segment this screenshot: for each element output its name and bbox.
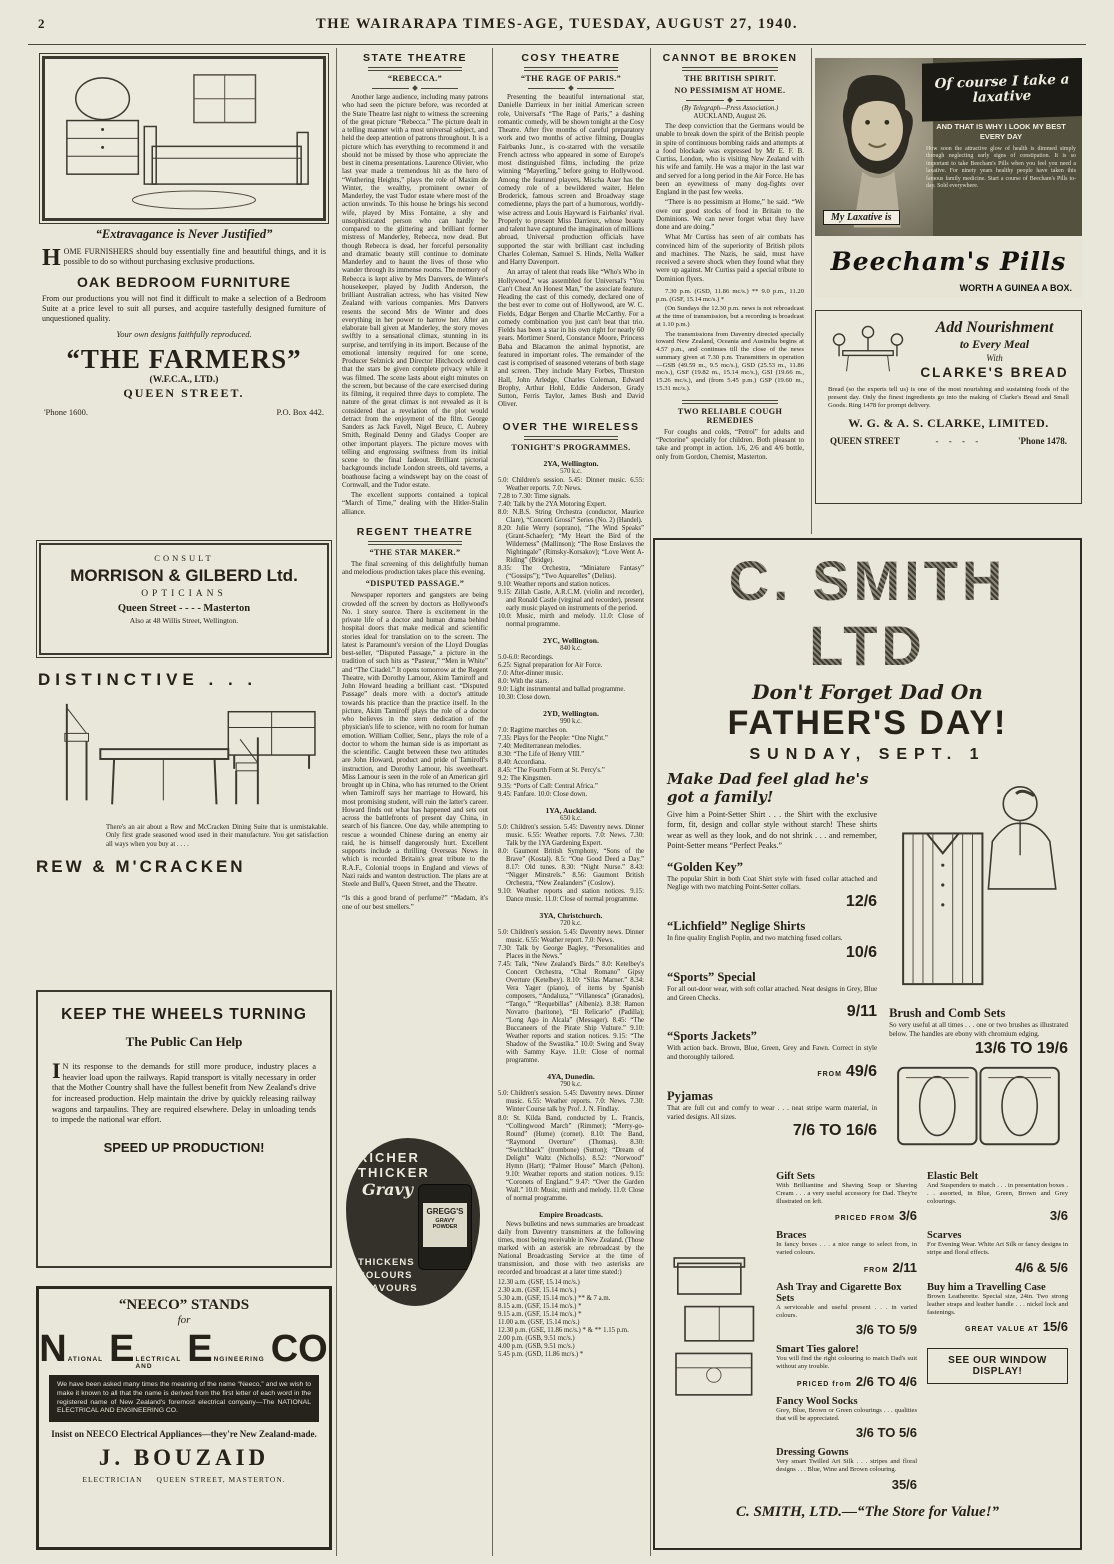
radio-station-2yc: [498, 636, 644, 702]
cosy-theatre-body: [498, 93, 644, 409]
rew-body: There's an air about a Rew and McCracken Dining Suite that is unmistakable. Only first grade seasoned wood used in their manufacture. You get satisfaction all ways when you buy at . . . .: [106, 824, 328, 848]
wheels-title: KEEP THE WHEELS TURNING: [61, 1006, 307, 1023]
greggs-word-gravy: Gravy: [362, 1180, 414, 1199]
gift-item: [667, 919, 877, 962]
item-heading: Fancy Wool Socks: [776, 1395, 858, 1407]
farmers-caption: “Extravagance is Never Justified”: [95, 226, 273, 241]
smith-lead-heading: Make Dad feel glad he's got a family!: [667, 770, 869, 806]
paragraph: Another large audience, including many patrons who had seen the picture before, was recorded at the State Theatre last night to witness the screening of the great picture “Rebecca.” The picture dealt in a telling manner with a most universal subject, and held the deep attention of patrons throughout. It is a picture which has everything to recommend it and should not be missed by those who appreciate the best in cinema presentations. Laurence Olivier, who last year made a tremendous hit as the hero of “Wuthering Heights,” plays the role of Maxim de Winter, the wealthy, prominent owner of Manderley, the vast Tudor estate where most of the action unwinds. To this house he brings his second wife, played by Miss Fontaine, a shy and unsophisticated person who can hardly be compared to the glittering and brilliant former mistress of Manderley, Rebecca, now dead. But though Rebecca is dead, her forceful personality and dramatic beauty still continue to dominate Manderley and to haunt the lives of those who wander through its immense rooms. The memory of Rebecca is kept alive by Mrs Danvers, de Winter's housekeeper, played by Judith Anderson, the brilliant Australian actress, who has visited New Zealand with various companies. Mrs Danvers resents the second Mrs de Winter and does everything in her power to harrow her. After an elaborate ball given at Manderley, the story moves swiftly to a sensational climax, stunning in its surprise, and terrifying in its import. Because of the emotional intensity required for one scene, Producer Selznick and Director Hitchcock ordered that the stars be given complete privacy while it was filmed. The scene lasts about eight minutes on the screen, but because of the care exercised during its filming, it required three days to complete. The nature of the great climax is not revealed as it is considered that a revelation of the plot would detract from the enjoyment of the film. George Sanders as Jack Favell, Nigel Bruce, C. Aubrey Smith, Reginald Denny and Gladys Cooper are other important players. The picture moves with telling and engrossing swiftness from its initial scene to the final fadeout. Brilliant pictorial backgrounds include London streets, old taverns, a boathouse facing a windswept bay on the coast of Cornwall, and the Tudor estate.: [342, 93, 488, 489]
greggs-word-thicker: THICKER: [358, 1165, 430, 1180]
wheels-footer: SPEED UP PRODUCTION!: [103, 1139, 265, 1155]
item-body: You will find the right colouring to match Dad's suit without any trouble.: [776, 1355, 918, 1371]
neeco-for: for: [177, 1314, 191, 1326]
programme-line: 9.0: Light instrumental and ballad programme.: [498, 685, 626, 693]
regent-para1-wrap: [342, 560, 488, 577]
gift-item: [776, 1396, 917, 1442]
clarkes-head1: Add Nourishment: [935, 319, 1054, 336]
morrison-name: MORRISON & GILBERD Ltd.: [70, 566, 298, 585]
programme-line: 10.30: Close down.: [498, 693, 551, 701]
price-prefix: PRICED from: [796, 1380, 852, 1388]
morrison-also: Also at 48 Willis Street, Wellington.: [129, 616, 239, 625]
programme-line: 9.15: Zillah Castle, A.R.C.M. (violin and recorder), and Ronald Castle (virginal and recorder), present early music played on instruments of the period.: [498, 588, 644, 612]
item-heading: Elastic Belt: [927, 1170, 979, 1182]
distinctive-heading: DISTINCTIVE . . .: [38, 670, 258, 689]
farmers-pobox: P.O. Box 442.: [276, 406, 324, 417]
clarkes-street: QUEEN STREET: [830, 435, 900, 446]
programme-line: 8.45: “The Fourth Form at St. Percy's.”: [498, 766, 605, 774]
divider: [368, 67, 462, 71]
farmers-heading: OAK BEDROOM FURNITURE: [77, 273, 291, 290]
clarkes-firm: W. G. & A. S. CLARKE, LIMITED.: [848, 415, 1049, 430]
station-frequency: 840 k.c.: [560, 644, 582, 652]
cosy-theatre-subtitle: “THE RAGE OF PARIS.”: [520, 74, 622, 83]
station-frequency: 990 k.c.: [560, 717, 582, 725]
item-body: In fine quality English Poplin, and two matching fused collars.: [667, 934, 843, 943]
broadcast-time: 5.45 p.m. (GSD, 11.86 mc/s.) *: [498, 1350, 584, 1358]
price: 49/6: [845, 1062, 878, 1080]
c-smith-ad: [653, 538, 1082, 1550]
divider: [368, 541, 462, 545]
clarkes-brand: CLARKE'S BREAD: [920, 365, 1069, 380]
item-body: Very smart Twilled Art Silk . . . stripes and floral designs . . . Blue, Wine and Brown colouring.: [776, 1458, 918, 1474]
price: 3/6: [898, 1208, 918, 1224]
station-name: 2YC, Wellington.: [543, 635, 599, 645]
bouzaid-address: QUEEN STREET, MASTERTON.: [156, 1475, 286, 1485]
beechams-worth: WORTH A GUINEA A BOX.: [959, 283, 1072, 293]
state-theatre-title: STATE THEATRE: [362, 52, 468, 64]
gift-item: [667, 860, 877, 912]
station-frequency: 650 k.c.: [560, 815, 582, 823]
wireless-subtitle: TONIGHT'S PROGRAMMES.: [511, 442, 631, 452]
programme-line: 8.20: Julie Werry (soprano), “The Wind Speaks” (Grant-Schaefer); “My Heart the Bird of the Wilderness” (Mallinson); “The Rose Enslaves the Nightingale” (Rimsky-Korsakov); “Love Went A-Riding” (Bridge).: [498, 524, 644, 564]
neeco-letter: [109, 1328, 181, 1371]
smith-right-items-column: [927, 1166, 1068, 1494]
broadcast-note: The transmissions from Daventry directed specially toward New Zealand, Oceania and Australia begins at 4.57 p.m., and continues till the close of the news summary given at 7.30 p.m. Transmitters in operation—GSB (49.59 m., 9.5 mc/s.), GSD (25.53 m., 11.86 mc/s.), GSF (19.82 m., 15.14 mc/s.), GSI (19.66 m., 15.26 mc/s.), and (from 5.45 p.m.) GSP (19.60 m., 15.31 mc/s.).: [656, 330, 804, 392]
paragraph: The deep conviction that the Germans would be unable to break down the spirit of the British people in spite of continuous bombing raids and attempts at a food blockade was expressed by Mr E. F. B. Curtiss, London, who is visiting New Zealand with his wife and family. He was a major in the last war and served for a long period in the Air Force. He has been an eyewitness of many dog-fights over England in the past few weeks.: [656, 122, 804, 196]
programme-line: 7.35: Plays for the People: “One Night.”: [498, 734, 608, 742]
price: 2/11: [892, 1259, 918, 1275]
neeco-letter: [39, 1328, 103, 1371]
broadcast-note: 7.30 p.m. (GSD, 11.86 mc/s.) ** 9.0 p.m., 11.20 p.m. (GSF, 15.14 mc/s.) *: [656, 287, 804, 303]
cough-body: For coughs and colds, “Petrol” for adults and “Pectorine” specially for children. Both pleasant to take and prompt in action. 1/6, 2/6 and 4/6 bottle, only from Gordon, Chemist, Masterton.: [656, 427, 804, 461]
brush-comb-item: [889, 1006, 1068, 1058]
divider: [682, 400, 778, 404]
gift-item: [776, 1447, 917, 1493]
station-programme: [498, 824, 644, 904]
greggs-gravy-ad: [346, 1138, 480, 1306]
price-prefix: FROM: [863, 1266, 889, 1274]
neeco-body: We have been asked many times the meaning of the name “Neeco,” and we wish to make it known to all that the name is derived from the first letter of each word in the registered name of New Zealand's foremost electrical company—The NATIONAL ELECTRICAL AND ENGINEERING CO.: [49, 1375, 319, 1422]
farmers-tagline: Your own designs faithfully reproduced.: [116, 328, 252, 339]
gift-boxes-illustration: [667, 1166, 766, 1494]
programme-line: 7.40: Talk by the 2YA Motoring Expert.: [498, 500, 607, 508]
item-heading: Ash Tray and Cigarette Box Sets: [776, 1281, 902, 1304]
gift-item: [776, 1282, 917, 1339]
price-prefix: GREAT VALUE AT: [965, 1326, 1039, 1334]
station-name: 1YA, Auckland.: [545, 806, 597, 816]
divider: [524, 67, 618, 71]
item-body: Grey, Blue, Brown or Green colourings . . . qualities that will be appreciated.: [776, 1406, 918, 1422]
beechams-brand: Beecham's Pills: [830, 247, 1067, 276]
neeco-ad: [36, 1286, 332, 1550]
neeco-letter-small: ATIONAL: [67, 1356, 104, 1363]
header-rule: [28, 44, 1086, 45]
beechams-body: How soon the attractive glow of health is dimmed simply through neglecting early signs of constipation. It is so important to take Beecham's Pills when you feel you need a laxative. For ninety years healthy people have taken this famous family medicine. Start a course of Beecham's Pills to-day. Sold everywhere.: [926, 146, 1076, 189]
window-display-notice: SEE OUR WINDOW DISPLAY!: [927, 1348, 1068, 1384]
item-heading: Gift Sets: [776, 1170, 815, 1182]
greggs-features: [358, 1257, 418, 1294]
programme-line: 7.0: After-dinner music.: [498, 669, 564, 677]
programme-line: 5.0: Children's session. 5.45: Dinner music. 6.55: Weather reports. 7.0: News.: [498, 476, 644, 492]
item-heading: Pyjamas: [667, 1088, 713, 1103]
column-british-spirit: [656, 50, 804, 534]
gift-item: [776, 1171, 917, 1226]
item-body: That are full cut and comfy to wear . . . neat stripe warm material, in varied designs. All sizes.: [667, 1103, 878, 1121]
smith-footer: C. SMITH, LTD.—“The Store for Value!”: [735, 1503, 1000, 1520]
morrison-address: Queen Street - - - - Masterton: [117, 603, 251, 614]
consult-label: CONSULT: [154, 553, 214, 563]
spirit-sub1: THE BRITISH SPIRIT.: [684, 74, 776, 83]
wheels-turning-ad: [36, 990, 332, 1268]
column-state-regent: [342, 50, 488, 1130]
price: 35/6: [891, 1476, 918, 1492]
programme-line: 7.40: Mediterranean melodies.: [498, 742, 582, 750]
programme-line: 5.0: Children's session. 5.45: Daventry news. Dinner music. 6.55: Weather reports. 7.0: News. 7.30: Talk by the 1YA Gardening Expert.: [498, 824, 644, 848]
brush-comb-set-illustration: [889, 1058, 1068, 1156]
price: 3/6 TO 5/9: [855, 1322, 918, 1338]
price: 4/6 & 5/6: [1015, 1259, 1068, 1275]
programme-line: 7.30: Talk by George Bagley, “Personalities and Places in the News.”: [498, 945, 644, 961]
morrison-profession: OPTICIANS: [141, 589, 227, 599]
cosy-theatre-title: COSY THEATRE: [521, 52, 621, 64]
broadcast-time: 2.00 p.m. (GSB, 9.51 mc/s.): [498, 1334, 575, 1342]
byline: (By Telegraph—Press Association.): [681, 105, 779, 112]
programme-line: 8.30: “The Life of Henry VIII.”: [498, 750, 585, 758]
item-heading: “Golden Key”: [667, 859, 744, 874]
column-cosy-wireless: [498, 50, 644, 1556]
beechams-caps: AND THAT IS WHY I LOOK MY BEST EVERY DAY: [936, 122, 1066, 141]
gift-item: [667, 1029, 877, 1081]
programme-line: 8.0: Gaumont British Symphony, “Sons of the Brave” (Kostal). 8.5: “One Good Deed a Day.” 8.17: Old tunes. 8.30: “Night Nurse.” 8.43: “Nigger Minstrels.” 8.56: Gaumont British Orchestra, “New Zealanders” (Coslow).: [498, 848, 644, 888]
item-heading: Smart Ties galore!: [776, 1344, 859, 1356]
item-heading: Dressing Gowns: [776, 1447, 849, 1459]
station-programme: [498, 929, 644, 1065]
item-heading: “Lichfield” Neglige Shirts: [667, 919, 806, 934]
smith-right-column: [889, 770, 1068, 1156]
neeco-letter-small: LECTRICAL AND: [135, 1356, 182, 1370]
item-heading: Brush and Comb Sets: [889, 1006, 1006, 1020]
programme-line: 7.45: Talk, “New Zealand's Birds.” 8.0: Ketelbey's Concert Orchestra, “Chal Romano” Gipsy Overture (Ketelbey). 8.10: “Silas Marner.” 8.34: Vera Yager (piano), of items by Spanish composers, “Andaluza,” “Villanesca” (Granados), “Tango,” “Requebillas” (Albeniz). 8.38: Ramon Novarro (baritone), “El Relicario” (Padilla); “Long Ago in Alcala” (Messager). 8.45: “The Buccaneers of the Pirate Ship Vulture.” 9.10: Weather reports and station notices. 9.15: “The Shadow of the Swastika.” 10.0: Swing and Sway with Sammy Kaye. 11.0: Close of normal programme.: [498, 961, 644, 1065]
item-body: For all out-door wear, with soft collar attached. Neat designs in Grey, Blue and Green Checks.: [667, 984, 878, 1002]
clarkes-bread-ad: [815, 310, 1082, 504]
fathers-day-headline: FATHER'S DAY!: [727, 704, 1008, 742]
station-programme: [498, 654, 644, 702]
broadcast-time: 12.30 a.m. (GSF, 15.14 mc/s.): [498, 1278, 580, 1286]
price: 3/6 TO 5/6: [855, 1425, 918, 1441]
clarkes-head2: to Every Meal: [959, 337, 1030, 351]
neeco-letter: [271, 1328, 329, 1371]
programme-line: 5.0: Children's session. 5.45: Daventry news. Dinner music. 6.55: Weather report. 7.0: News.: [498, 929, 644, 945]
greggs-colours: COLOURS: [358, 1270, 413, 1281]
gravy-can-illustration: [418, 1184, 472, 1270]
greggs-flavours: FLAVOURS: [358, 1283, 418, 1294]
price: 9/11: [846, 1003, 878, 1021]
neeco-letter-big: E: [187, 1328, 213, 1370]
spirit-notes: [656, 288, 804, 393]
radio-station-4ya: [498, 1072, 644, 1202]
item-heading: “Sports Jackets”: [667, 1029, 757, 1044]
broadcast-time: 4.00 p.m. (GSB, 9.51 mc/s.): [498, 1342, 575, 1350]
smith-left-column: [667, 770, 877, 1156]
gift-item: [927, 1171, 1068, 1226]
paragraph: “There is no pessimism at Home,” he said. “We owe our good stocks of food in Britain to the Dominions. We can never forget what they have done and are doing.”: [656, 198, 804, 231]
empire-times: [498, 1279, 644, 1359]
item-body: For Evening Wear. White Art Silk or fancy designs in stripe and floral effects.: [927, 1241, 1069, 1257]
radio-station-2ya: [498, 459, 644, 629]
page-header: [0, 16, 1114, 33]
family-meal-illustration: [826, 319, 910, 375]
paragraph: What Mr Curtiss has seen of air combats has convinced him of the superiority of British pilots and machines. The Nazis, he said, must have received a severe shock when they found what they were up against. Mr Curtiss paid a special tribute to Dominion flyers.: [656, 233, 804, 283]
neeco-letter-big: CO: [270, 1328, 328, 1370]
farmers-phone: 'Phone 1600.: [44, 406, 89, 417]
price: 7/6 TO 16/6: [792, 1122, 878, 1140]
smith-lead-body: Give him a Point-Setter Shirt . . . the Shirt with the exclusive form, fit, design and collar style without starch! These shirts wear as well as they look, and do not shrink . . . and remember, Point-Setter means “Perfect Peaks.”: [667, 810, 878, 851]
regent-sub2: “DISPUTED PASSAGE.”: [365, 579, 465, 589]
broadcast-time: 9.15 a.m. (GSF, 15.14 mc/s.) *: [498, 1310, 582, 1318]
empire-broadcasts: [498, 1210, 644, 1359]
c-smith-logo: C. SMITH LTD: [667, 548, 1068, 678]
smith-kicker: Don't Forget Dad On: [752, 680, 983, 704]
smith-right-items: [927, 1171, 1068, 1337]
item-heading: Braces: [776, 1230, 807, 1242]
cough-title: TWO RELIABLE COUGH REMEDIES: [677, 406, 783, 425]
clarkes-body: Bread (so the experts tell us) is one of the most nourishing and sustaining foods of the present day. Only the finest ingredients go into the making of Clarke's Bread and Small Goods. Ring 1478 for prompt delivery.: [828, 386, 1069, 410]
divider: [682, 67, 778, 71]
programme-line: 9.45: Fanfare. 10.0: Close down.: [498, 791, 588, 799]
gift-item: [776, 1230, 917, 1276]
state-theatre-body: [342, 93, 488, 516]
empire-title: Empire Broadcasts.: [539, 1209, 603, 1219]
regent-sub1: “THE STAR MAKER.”: [369, 547, 461, 557]
farmers-ad: [36, 52, 332, 530]
regent-theatre-title: REGENT THEATRE: [356, 525, 474, 538]
spirit-sub2: NO PESSIMISM AT HOME.: [674, 86, 786, 95]
bedroom-furniture-illustration: [45, 59, 323, 218]
broadcast-time: 12.30 p.m. (GSE, 11.86 mc/s.) * & ** 1.15 p.m.: [498, 1326, 629, 1334]
neeco-letter: [187, 1328, 265, 1371]
beechams-label: My Laxative is: [823, 210, 900, 225]
ornament: [528, 86, 614, 90]
paragraph: Newspaper reporters and gangsters are being crowded off the screen by doctors as Hollywood's No. 1 story source. There is excitement in the private life of a doctor and human drama behind hospital doors that make medical and scientific stories ideal for translation on to the screen. The latest is Paramount's version of the Lloyd Douglas best-seller, “Disputed Passage,” a picture in the tradition of such hits as “Pasteur,” “Men in White” and “The Citadel.” It opens tomorrow at the Regent Theatre, with Dorothy Lamour, Akim Tamiroff and John Howard heading a brilliant cast. “Disputed Passage” deals more with a doctor's attitude towards his practice than the practice itself. In the picture, Akim Tamiroff plays the role of a doctor who believes in the stern dedication of the physician's life to science, with no room for human emotion. William Collier, Senr., plays the role of a doctor to whom the human side is as important as the scientific. Caught between these two attitudes are John Howard, product and pride of Tamiroff's instruction, and Dorothy Lamour, his sweetheart. Miss Lamour is seen in the role of an American girl brought up in China, who has returned to the Orient when Tamiroff says her marriage to Howard, his most promising student, will ruin the latter's career. Howard finds out what has happened and sets out across the battlefronts of present day China, in search of his fiancee. One day, while attempting to rescue a wounded Chinese during an enemy air raid, he is himself dangerously hurt. Excellent supports include a thrilling Overseas News in which is recorded Britain's great tribute to the R.A.F., Colonial troops in England and views of Nazi raids and wanton destruction. The plans are at Steele and Bull's, Queen Street, and the Theatre.: [342, 591, 488, 888]
price-prefix: FROM: [817, 1070, 842, 1078]
paragraph: Presenting the beautiful international star, Danielle Darrieux in her initial American screen role, Universal's “The Rage of Paris,” a dashing romantic comedy, will be shown tonight at the Cosy Theatre. After five months of careful preparatory work and two months of active filming, Douglas Fairbanks Junr., is co-starred with the versatile French actress who appeared in some of Europe's most distinguished films, including the prize winning “Mayerling,” before going to Hollywood. Among the featured players, Mischa Auer has the comedy role of a bewildered waiter, Helen Broderick, famous screen and Broadway stage comedienne, plays the part of a humorous, worldly-wise actress and Louis Hayward is Fairbanks' rival. Properly to present Miss Darrieux, whose beauty and talent have captured the imagination of millions abroad, Universal production officials have supported the star with brilliant cast including Charles Coleman, Samuel S. Hinds, Nella Walker and Harry Davenport.: [498, 93, 644, 266]
programme-line: 8.0: N.B.S. String Orchestra (conductor, Maurice Clare), “Concerti Grossi” Series (No. 2) (Handel).: [498, 508, 644, 524]
item-body: A serviceable and useful present . . . in varied colours.: [776, 1303, 918, 1319]
item-heading: “Sports” Special: [667, 969, 756, 984]
station-name: 4YA, Dunedin.: [547, 1072, 595, 1082]
bouzaid-trade: ELECTRICIAN: [82, 1475, 143, 1485]
programme-line: 5.0: Children's session. 5.45: Daventry news. Dinner music. 6.55: Weather reports. 7.0: News. 7.30: Winter Course talk by Prof. J. N. Findlay.: [498, 1090, 644, 1114]
paragraph: The excellent supports contained a topical “March of Time,” dealing with the Hitler-Stalin alliance.: [342, 491, 488, 516]
beechams-banner: [922, 58, 1082, 122]
station-frequency: 570 k.c.: [560, 467, 582, 475]
broadcast-time: 8.15 a.m. (GSF, 15.14 mc/s.) *: [498, 1302, 582, 1310]
farmers-street: QUEEN STREET.: [123, 385, 245, 400]
programme-line: 8.0: With the stars.: [498, 677, 550, 685]
broadcast-time: 5.30 a.m. (GSF, 15.14 mc/s.) ** & 7 a.m.: [498, 1294, 611, 1302]
item-body: So very useful at all times . . . one or two brushes as illustrated below. The handles are ebony with chromium edging.: [889, 1021, 1068, 1038]
paragraph: An array of talent that reads like “Who's Who in Hollywood,” was assembled for Universal's “You Can't Cheat An Honest Man,” the associate feature. Heading the cast of this comedy, declared one of the best ever to come out of Hollywood, are W. C. Fields, Edgar Bergen and Charlie McCarthy. For a comedy combination you just can't beat that trio. Fields has been a star in his own right for nearly 60 years. Mortimer Snerd, Constance Moore, Princess Baba and Blacamon the animal hypnotist, are featured in important roles. The remainder of the cast is comprised of seasoned veterans of both stage and screen. They include Mary Forbes, Thurston Hall, John Arledge, Charles Coleman, Edward Brophy, Arthur Hohl, Eddie Anderson, Grady Sutton, Ferris Taylor, James Bush and David Oliver.: [498, 268, 644, 409]
item-body: And Suspenders to match . . . in presentation boxes . . . assorted, in Blue, Green, Brown and Grey colourings.: [927, 1181, 1068, 1205]
column-rule: [811, 48, 812, 534]
gift-item: [776, 1344, 917, 1390]
farmers-name: “THE FARMERS”: [66, 343, 302, 374]
programme-line: 9.10: Weather reports and station notices. 9.15: Dance music. 11.0: Close of normal programme.: [498, 888, 644, 904]
item-body: With action back. Brown, Blue, Green, Grey and Fawn. Correct in style and thoroughly tailored.: [667, 1044, 878, 1062]
item-body: Brown Leatherette. Special size, 24in. Two strong leather straps and leather handle . . . nickel lock and fastenings.: [927, 1292, 1068, 1317]
wheels-subtitle: The Public Can Help: [125, 1034, 243, 1049]
station-name: 3YA, Christchurch.: [539, 911, 603, 921]
price-prefix: PRICED FROM: [834, 1215, 895, 1223]
station-frequency: 790 k.c.: [560, 1081, 582, 1089]
programme-line: 7.28 to 7.30: Time signals.: [498, 492, 571, 500]
neeco-letter-big: E: [109, 1328, 135, 1370]
item-body: With Brilliantine and Shaving Soap or Shaving Cream . . . a very useful accessory for Dad. They're illustrated on left.: [776, 1181, 918, 1205]
spirit-title: CANNOT BE BROKEN: [662, 52, 798, 64]
dateline: AUCKLAND, August 26.: [693, 112, 767, 120]
morrison-gilberd-ad: [36, 540, 332, 658]
programme-line: 7.0: Ragtime marches on.: [498, 726, 568, 734]
empire-intro: News bulletins and news summaries are broadcast daily from Daventry transmitters at the following times, most being receivable in New Zealand. (Those marked with an asterisk are rebroadcast by the National Broadcasting Service at the time of transmission, and those with two asterisks are recorded and broadcast at a later time stated:): [498, 1220, 644, 1276]
greggs-product: GRAVY POWDER: [432, 1218, 458, 1230]
price: 10/6: [845, 943, 878, 961]
radio-station-3ya: [498, 911, 644, 1065]
state-theatre-subtitle: “REBECCA.”: [387, 74, 443, 83]
item-body: In fancy boxes . . . a nice range to select from, in varied colours.: [776, 1241, 918, 1257]
clarkes-dashes: - - - -: [935, 435, 983, 446]
item-body: The popular Shirt in both Coat Shirt style with fused collar attached and Neglige with two matching Point-Setter collars.: [667, 874, 878, 892]
item-heading: Buy him a Travelling Case: [927, 1281, 1046, 1293]
bedroom-picture-frame: [42, 56, 326, 221]
station-frequency: 720 k.c.: [560, 920, 582, 928]
neeco-letter-big: N: [39, 1328, 67, 1370]
gravy-can-label: [423, 1203, 467, 1247]
radio-station-2yd: [498, 709, 644, 799]
rew-mccracken-ad: [36, 668, 332, 972]
wheels-body: IN its response to the demands for still more produce, industry places a heavier load upon the railways. Rapid transport is vitally necessary in order that the Mother Country shall have the fullest benefit from New Zealand's drive for increased production. Help maintain the drive by quickly releasing railway wagons and tarpaulins. They are required elsewhere. Delay in unloading tends to impede the national war effort.: [52, 1058, 316, 1125]
regent-body: [342, 591, 488, 888]
price: 12/6: [845, 893, 878, 911]
spirit-body: [656, 122, 804, 283]
clarkes-phone: 'Phone 1478.: [1017, 435, 1067, 446]
farmers-intro: HOME FURNISHERS should buy essentially fine and beautiful things, and it is possible to do so without purchasing exclusive productions.: [42, 244, 326, 271]
gift-item: [667, 970, 877, 1022]
station-programme: [498, 1090, 644, 1202]
smith-shirt-items: [667, 860, 877, 1141]
neeco-slogan: Insist on NEECO Electrical Appliances—they're New Zealand-made.: [51, 1429, 317, 1440]
price: 3/6: [1049, 1208, 1068, 1224]
programme-line: 6.25: Signal preparation for Air Force.: [498, 661, 603, 669]
farmers-subname: (W.F.C.A., LTD.): [149, 374, 219, 385]
gift-item: [667, 1089, 877, 1141]
column-rule: [650, 48, 651, 1556]
station-programme: [498, 477, 644, 629]
station-name: 2YA, Wellington.: [543, 458, 599, 468]
programme-line: 9.10: Weather reports and station notices.: [498, 580, 611, 588]
neeco-letter-small: NGINEERING: [213, 1356, 265, 1363]
dining-suite-illustration: [36, 694, 332, 822]
station-name: 2YD, Wellington.: [543, 708, 599, 718]
column-rule: [492, 48, 493, 1556]
greggs-word-richer: RICHER: [358, 1150, 420, 1165]
station-programme: [498, 727, 644, 799]
programme-line: 8.0: St. Kilda Band, conducted by L. Francis, “Collingwood March” (Rimmer); “Merry-go-Round” (Hume) (cornet). 8.10: The Band, “Raymond Overture” (Thomas). 8.30: “Switchback” (trombone) (Sutton); “Dream of Delight” Waltz (Nicholls). 8.52: “Norwood” Hymn (Hart); “Palmer House” March (Pelton). 9.10: Weather reports and station notices. 9.15: “Coronets of England.” 9.47: “Over the Garden Wall.” 10.0: Music, mirth and melody. 11.0: Close of normal programme.: [498, 1114, 644, 1202]
gift-item: [927, 1230, 1068, 1276]
fathers-day-date: SUNDAY, SEPT. 1: [749, 746, 986, 763]
broadcast-time: 11.00 a.m. (GSF, 15.14 mc/s.): [498, 1318, 580, 1326]
programme-line: 10.0: Music, mirth and melody. 11.0: Close of normal programme.: [498, 612, 644, 628]
price: 2/6 TO 4/6: [855, 1373, 918, 1389]
programme-line: 9.35: “Ports of Call: Central Africa.”: [498, 783, 598, 790]
farmers-body: From our productions you will not find it difficult to make a selection of a Bedroom Suite at a price level to suit all purses, and acquire tastefully designed furniture of unquestioned quality.: [42, 293, 326, 323]
programme-line: 8.35: The Orchestra, “Miniature Fantasy” (“Gossips”); “Two Aquarelles” (Delius).: [498, 564, 644, 580]
rew-name: REW & M'CRACKEN: [36, 857, 246, 877]
price: 15/6: [1042, 1319, 1068, 1335]
greggs-brand: GREGG'S: [426, 1207, 464, 1216]
beechams-pills-ad: [815, 58, 1082, 298]
man-with-shirt-illustration: [889, 770, 1068, 998]
divider: [524, 436, 618, 440]
programme-line: 8.40: Accordiana.: [498, 758, 547, 766]
greggs-thickens: THICKENS: [358, 1257, 415, 1268]
price: 13/6 TO 19/6: [974, 1039, 1068, 1057]
filler-joke: “Is this a good brand of perfume?” “Madam, it's one of our best smellers.”: [342, 894, 488, 911]
ornament: [686, 98, 774, 102]
programme-line: 5.0-6.0: Recordings.: [498, 653, 554, 661]
column-rule: [336, 48, 337, 1556]
programme-line: 9.2: The Kingsmen.: [498, 774, 552, 782]
wireless-title: OVER THE WIRELESS: [502, 420, 640, 433]
neeco-heading: “NEECO” STANDS: [118, 1297, 250, 1313]
item-heading: Scarves: [927, 1230, 962, 1242]
broadcast-note: (On Sundays the 12.30 p.m. news is not rebroadcast at the time of transmission, but a recording is broadcast at 1.10 p.m.): [656, 305, 804, 328]
neeco-letters: [39, 1328, 328, 1371]
radio-station-1ya: [498, 806, 644, 904]
page-number: 2: [38, 16, 45, 31]
gift-item: [927, 1282, 1068, 1337]
regent-para1: The final screening of this delightfully human and melodious production takes place this evening.: [342, 559, 488, 576]
bouzaid-name: J. BOUZAID: [98, 1445, 270, 1471]
beechams-script: Of course I take a laxative: [934, 71, 1070, 106]
clarkes-head3: With: [986, 353, 1003, 363]
broadcast-time: 2.30 a.m. (GSF, 15.14 mc/s.): [498, 1286, 577, 1294]
ornament: [372, 86, 458, 90]
smith-middle-items: [776, 1166, 917, 1494]
masthead: THE WAIRARAPA TIMES-AGE, TUESDAY, AUGUST 27, 1940.: [316, 16, 798, 32]
